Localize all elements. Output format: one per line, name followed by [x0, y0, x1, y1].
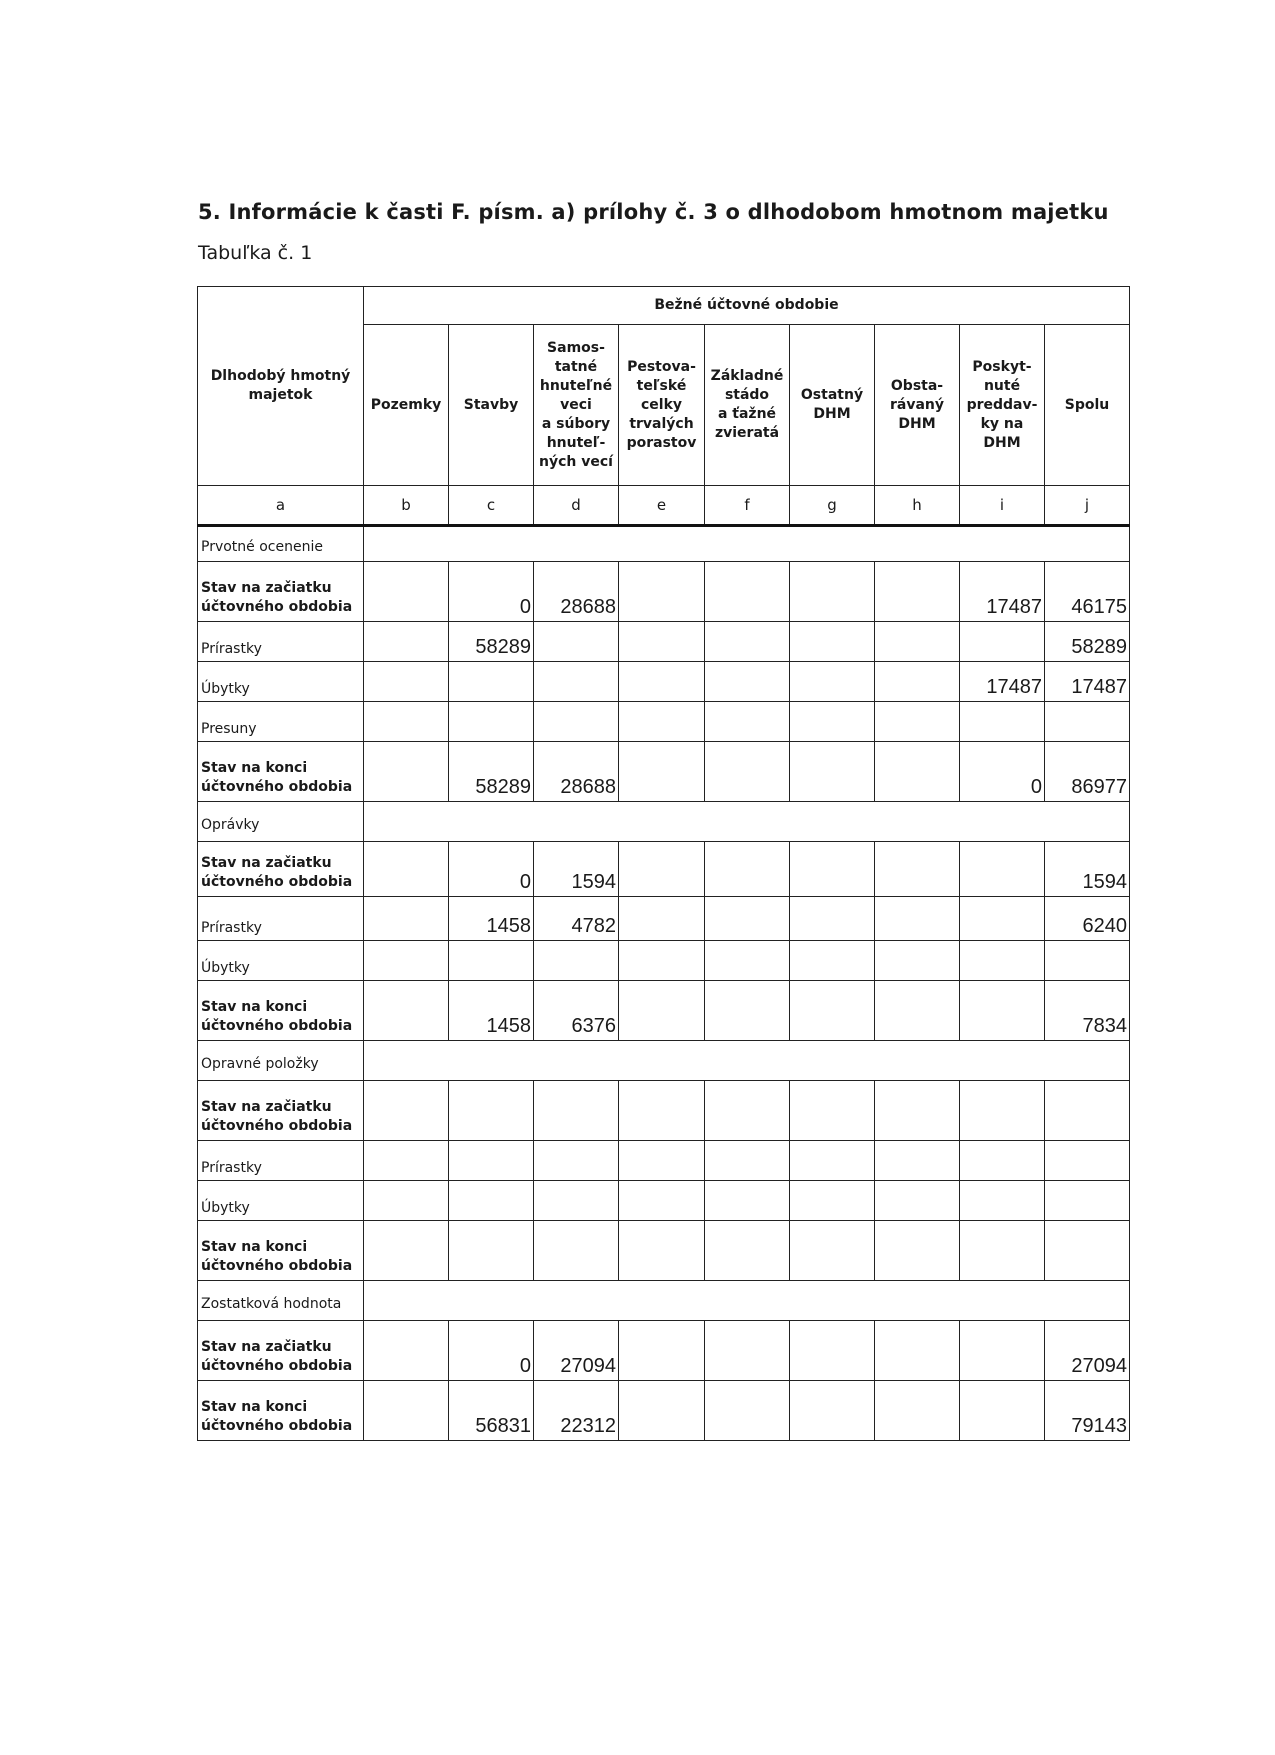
section-spacer	[364, 526, 1130, 562]
value-cell	[705, 1081, 790, 1141]
value-cell	[960, 842, 1045, 897]
value-cell	[875, 662, 960, 702]
value-cell	[619, 981, 705, 1041]
value-cell: 27094	[534, 1321, 619, 1381]
section-title: Prvotné ocenenie	[198, 526, 364, 562]
section-title: Opravné položky	[198, 1041, 364, 1081]
value-cell	[619, 1381, 705, 1441]
value-cell	[705, 941, 790, 981]
value-cell	[619, 1081, 705, 1141]
value-cell: 86977	[1045, 742, 1130, 802]
value-cell	[790, 1221, 875, 1281]
value-cell	[960, 897, 1045, 941]
value-cell: 28688	[534, 562, 619, 622]
value-cell	[705, 742, 790, 802]
value-cell	[534, 1141, 619, 1181]
value-cell	[364, 1141, 449, 1181]
table-caption: Tabuľka č. 1	[198, 242, 313, 264]
table-row	[198, 981, 1130, 1041]
value-cell	[619, 662, 705, 702]
table-row	[198, 562, 1130, 622]
value-cell	[364, 1081, 449, 1141]
table-row	[198, 622, 1130, 662]
value-cell	[790, 981, 875, 1041]
column-letter: j	[1045, 486, 1130, 526]
value-cell	[875, 842, 960, 897]
value-cell	[705, 702, 790, 742]
value-cell	[619, 1141, 705, 1181]
value-cell: 17487	[960, 562, 1045, 622]
value-cell	[1045, 1141, 1130, 1181]
value-cell: 1458	[449, 981, 534, 1041]
value-cell: 7834	[1045, 981, 1130, 1041]
value-cell	[364, 622, 449, 662]
value-cell	[364, 941, 449, 981]
value-cell	[875, 1221, 960, 1281]
value-cell	[960, 981, 1045, 1041]
value-cell	[449, 1181, 534, 1221]
value-cell	[449, 1141, 534, 1181]
value-cell	[705, 897, 790, 941]
value-cell: 4782	[534, 897, 619, 941]
value-cell	[1045, 1221, 1130, 1281]
value-cell	[790, 1081, 875, 1141]
value-cell	[960, 941, 1045, 981]
value-cell	[790, 1141, 875, 1181]
row-label: Presuny	[198, 702, 364, 742]
value-cell	[705, 622, 790, 662]
value-cell	[875, 742, 960, 802]
row-label: Stav na konci účtovného obdobia	[198, 1221, 364, 1281]
value-cell	[619, 1181, 705, 1221]
value-cell: 6376	[534, 981, 619, 1041]
value-cell	[705, 1181, 790, 1221]
table-row	[198, 1081, 1130, 1141]
column-header: Spolu	[1045, 325, 1130, 486]
row-label: Stav na začiatku účtovného obdobia	[198, 1321, 364, 1381]
value-cell	[960, 1221, 1045, 1281]
table-row	[198, 1181, 1130, 1221]
table-row	[198, 662, 1130, 702]
table-row	[198, 702, 1130, 742]
row-label: Stav na začiatku účtovného obdobia	[198, 1081, 364, 1141]
column-letter: d	[534, 486, 619, 526]
column-header: Základné stádo a ťažné zvieratá	[705, 325, 790, 486]
row-label: Úbytky	[198, 941, 364, 981]
value-cell: 1594	[1045, 842, 1130, 897]
value-cell	[790, 842, 875, 897]
value-cell	[705, 842, 790, 897]
row-label: Stav na konci účtovného obdobia	[198, 1381, 364, 1441]
value-cell	[449, 941, 534, 981]
value-cell	[364, 742, 449, 802]
value-cell	[875, 562, 960, 622]
value-cell	[449, 1221, 534, 1281]
value-cell	[790, 702, 875, 742]
value-cell	[790, 1321, 875, 1381]
table-row	[198, 1141, 1130, 1181]
column-header: Stavby	[449, 325, 534, 486]
value-cell	[705, 1141, 790, 1181]
row-label: Úbytky	[198, 1181, 364, 1221]
value-cell	[364, 662, 449, 702]
table-row	[198, 897, 1130, 941]
value-cell	[790, 897, 875, 941]
value-cell: 17487	[1045, 662, 1130, 702]
column-letter: h	[875, 486, 960, 526]
row-label: Stav na začiatku účtovného obdobia	[198, 562, 364, 622]
value-cell	[619, 1221, 705, 1281]
value-cell	[875, 981, 960, 1041]
value-cell	[619, 1321, 705, 1381]
value-cell	[960, 1141, 1045, 1181]
value-cell	[875, 897, 960, 941]
row-label: Stav na konci účtovného obdobia	[198, 742, 364, 802]
value-cell: 79143	[1045, 1381, 1130, 1441]
section-title: Oprávky	[198, 802, 364, 842]
value-cell: 1458	[449, 897, 534, 941]
value-cell: 46175	[1045, 562, 1130, 622]
value-cell	[1045, 1081, 1130, 1141]
value-cell: 1594	[534, 842, 619, 897]
table-row	[198, 1321, 1130, 1381]
value-cell	[449, 662, 534, 702]
row-label: Stav na začiatku účtovného obdobia	[198, 842, 364, 897]
value-cell: 58289	[1045, 622, 1130, 662]
value-cell	[705, 1221, 790, 1281]
value-cell	[534, 662, 619, 702]
column-header: Pozemky	[364, 325, 449, 486]
value-cell	[364, 981, 449, 1041]
value-cell	[875, 1321, 960, 1381]
value-cell	[1045, 702, 1130, 742]
table-row	[198, 1381, 1130, 1441]
value-cell	[364, 1181, 449, 1221]
value-cell	[619, 941, 705, 981]
value-cell	[364, 702, 449, 742]
value-cell: 0	[449, 562, 534, 622]
row-label: Prírastky	[198, 897, 364, 941]
row-label: Prírastky	[198, 1141, 364, 1181]
value-cell	[875, 1141, 960, 1181]
value-cell	[705, 1381, 790, 1441]
value-cell	[960, 1181, 1045, 1221]
value-cell	[364, 1321, 449, 1381]
value-cell	[875, 1381, 960, 1441]
value-cell	[534, 1221, 619, 1281]
column-header: Ostatný DHM	[790, 325, 875, 486]
value-cell	[790, 1181, 875, 1221]
section-row	[198, 1041, 1130, 1081]
column-header: Samos- tatné hnuteľné veci a súbory hnuteľ- ných vecí	[534, 325, 619, 486]
section-spacer	[364, 802, 1130, 842]
value-cell: 22312	[534, 1381, 619, 1441]
table-row	[198, 742, 1130, 802]
value-cell	[364, 897, 449, 941]
value-cell: 58289	[449, 622, 534, 662]
value-cell: 58289	[449, 742, 534, 802]
value-cell	[790, 562, 875, 622]
value-cell	[875, 1081, 960, 1141]
value-cell	[1045, 941, 1130, 981]
section-row	[198, 526, 1130, 562]
value-cell	[790, 1381, 875, 1441]
column-header: Poskyt- nuté preddav- ky na DHM	[960, 325, 1045, 486]
section-spacer	[364, 1041, 1130, 1081]
fixed-assets-table	[197, 286, 1130, 1441]
value-cell: 0	[449, 1321, 534, 1381]
value-cell	[534, 1081, 619, 1141]
value-cell	[790, 941, 875, 981]
value-cell	[705, 562, 790, 622]
value-cell	[619, 897, 705, 941]
row-label: Stav na konci účtovného obdobia	[198, 981, 364, 1041]
table-row	[198, 941, 1130, 981]
value-cell	[705, 981, 790, 1041]
column-header: Obsta- rávaný DHM	[875, 325, 960, 486]
value-cell	[790, 742, 875, 802]
value-cell	[790, 662, 875, 702]
value-cell	[875, 1181, 960, 1221]
section-title: Zostatková hodnota	[198, 1281, 364, 1321]
column-letter: c	[449, 486, 534, 526]
column-letter: f	[705, 486, 790, 526]
value-cell	[364, 842, 449, 897]
value-cell	[619, 622, 705, 662]
value-cell	[875, 622, 960, 662]
value-cell	[1045, 1181, 1130, 1221]
value-cell	[449, 702, 534, 742]
value-cell	[960, 1081, 1045, 1141]
value-cell	[960, 622, 1045, 662]
value-cell	[534, 1181, 619, 1221]
value-cell	[619, 562, 705, 622]
value-cell	[619, 842, 705, 897]
period-header: Bežné účtovné obdobie	[364, 287, 1130, 325]
column-header: Pestova- teľské celky trvalých porastov	[619, 325, 705, 486]
value-cell	[619, 742, 705, 802]
column-letter: b	[364, 486, 449, 526]
value-cell	[364, 1381, 449, 1441]
row-label: Úbytky	[198, 662, 364, 702]
value-cell: 28688	[534, 742, 619, 802]
section-spacer	[364, 1281, 1130, 1321]
section-row	[198, 802, 1130, 842]
value-cell: 17487	[960, 662, 1045, 702]
table-row	[198, 842, 1130, 897]
value-cell	[705, 662, 790, 702]
value-cell	[534, 941, 619, 981]
row-header: Dlhodobý hmotný majetok	[198, 287, 364, 486]
value-cell	[364, 562, 449, 622]
column-letter: i	[960, 486, 1045, 526]
value-cell	[960, 1381, 1045, 1441]
value-cell	[534, 622, 619, 662]
section-row	[198, 1281, 1130, 1321]
value-cell	[960, 702, 1045, 742]
table-row	[198, 1221, 1130, 1281]
row-label: Prírastky	[198, 622, 364, 662]
value-cell	[449, 1081, 534, 1141]
column-letter: a	[198, 486, 364, 526]
column-letter: e	[619, 486, 705, 526]
value-cell: 6240	[1045, 897, 1130, 941]
page-title: 5. Informácie k časti F. písm. a) prílohy č. 3 o dlhodobom hmotnom majetku	[198, 200, 1109, 224]
value-cell: 27094	[1045, 1321, 1130, 1381]
value-cell	[875, 702, 960, 742]
value-cell	[875, 941, 960, 981]
column-letter: g	[790, 486, 875, 526]
value-cell	[960, 1321, 1045, 1381]
value-cell: 56831	[449, 1381, 534, 1441]
value-cell	[790, 622, 875, 662]
value-cell	[619, 702, 705, 742]
value-cell	[534, 702, 619, 742]
value-cell	[705, 1321, 790, 1381]
value-cell: 0	[449, 842, 534, 897]
value-cell	[364, 1221, 449, 1281]
value-cell: 0	[960, 742, 1045, 802]
